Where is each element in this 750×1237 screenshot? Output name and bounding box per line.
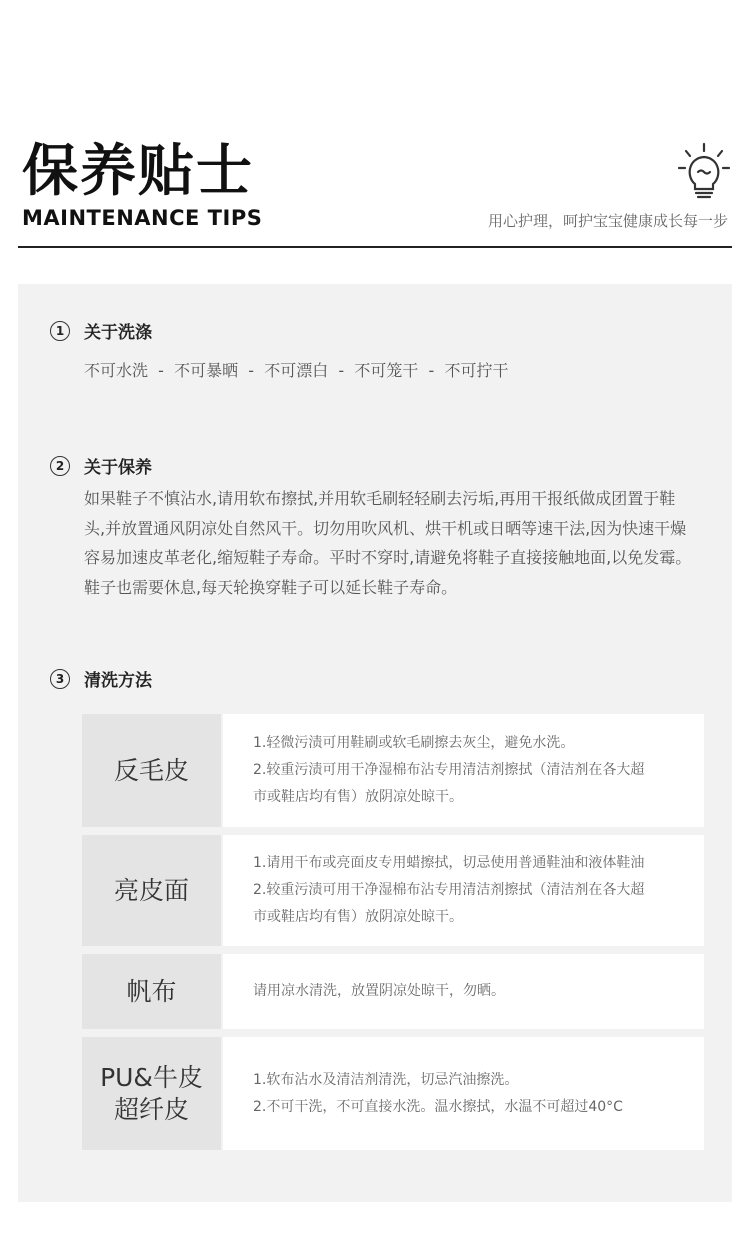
method-line: 2.较重污渍可用干净湿棉布沾专用清洁剂擦拭（清洁剂在各大超 [253, 882, 645, 898]
section-number: 1 [50, 321, 70, 341]
material-label [82, 714, 221, 827]
method-line: 1.请用干布或亮面皮专用蜡擦拭，切忌使用普通鞋油和液体鞋油 [253, 855, 645, 871]
method-row-patent [82, 835, 704, 946]
method-row-pu-leather [82, 1037, 704, 1150]
method-line: 1.轻微污渍可用鞋刷或软毛刷擦去灰尘，避免水洗。 [253, 735, 575, 751]
material-label-line: PU&牛皮 [100, 1062, 203, 1092]
page-title: 保养贴士 [22, 139, 254, 204]
method-description [223, 714, 704, 827]
method-row-canvas [82, 954, 704, 1029]
method-line: 市或鞋店均有售）放阴凉处晾干。 [253, 789, 463, 805]
section-methods-heading [50, 666, 152, 691]
section-number: 3 [50, 669, 70, 689]
method-description [223, 835, 704, 946]
page-subtitle-en: MAINTENANCE TIPS [22, 206, 263, 230]
method-row-suede [82, 714, 704, 827]
material-label [82, 1037, 221, 1150]
material-label-line: 反毛皮 [113, 755, 189, 785]
method-line: 2.较重污渍可用干净湿棉布沾专用清洁剂擦拭（清洁剂在各大超 [253, 762, 645, 778]
method-description [223, 1037, 704, 1150]
section-wash-heading [50, 318, 152, 343]
wash-instructions: 不可水洗 - 不可暴晒 - 不可漂白 - 不可笼干 - 不可拧干 [84, 361, 509, 380]
care-paragraph: 如果鞋子不慎沾水,请用软布擦拭,并用软毛刷轻轻刷去污垢,再用干报纸做成团置于鞋头,并放置通风阴凉处自然风干。切勿用吹风机、烘干机或日晒等速干法,因为快速干燥容易加速皮革老化,缩短鞋子寿命。平时不穿时,请避免将鞋子直接接触地面,以免发霉。鞋子也需要休息,每天轮换穿鞋子可以延长鞋子寿命。 [84, 489, 692, 597]
section-title: 关于保养 [84, 458, 152, 478]
method-line: 1.软布沾水及清洁剂清洗，切忌汽油擦洗。 [253, 1071, 519, 1088]
material-label [82, 954, 221, 1029]
lightbulb-icon [676, 142, 732, 202]
method-line: 市或鞋店均有售）放阴凉处晾干。 [253, 909, 463, 925]
slogan: 用心护理，呵护宝宝健康成长每一步 [487, 212, 728, 230]
material-label-line: 帆布 [126, 976, 177, 1006]
method-description [223, 954, 704, 1029]
material-label-line: 超纤皮 [113, 1094, 189, 1124]
material-label [82, 835, 221, 946]
material-label-line: 亮皮面 [113, 875, 189, 905]
section-number: 2 [50, 456, 70, 476]
header-divider [18, 246, 732, 248]
method-line: 请用凉水清洗，放置阴凉处晾干，勿晒。 [253, 983, 505, 999]
section-care-heading [50, 453, 152, 478]
section-title: 清洗方法 [84, 671, 152, 691]
section-title: 关于洗涤 [84, 323, 152, 343]
method-line: 2.不可干洗，不可直接水洗。温水擦拭，水温不可超过40°C [253, 1098, 623, 1115]
